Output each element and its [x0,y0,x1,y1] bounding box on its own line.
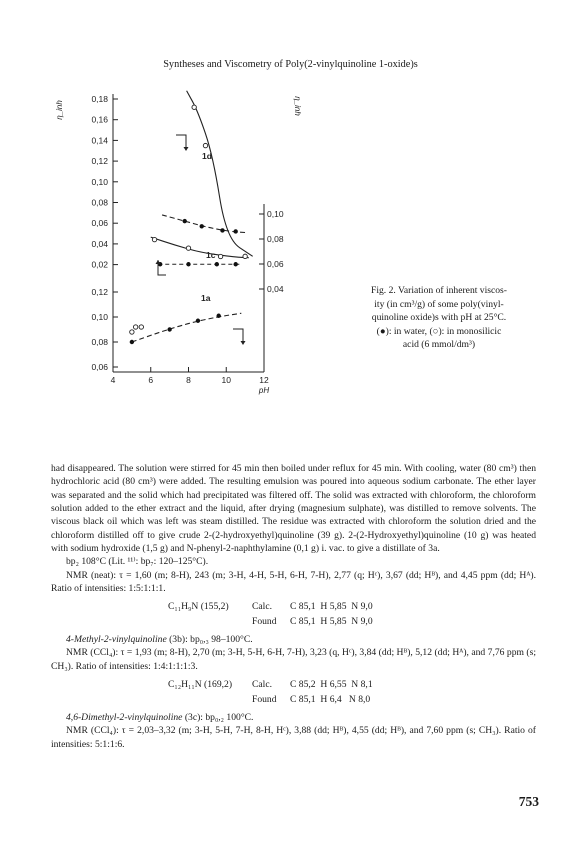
caption-line: quinoline oxide)s with pH at 25°C. [371,312,507,324]
right-y-tick-label: 0,08 [267,234,284,244]
y-tick-label: 0,02 [91,259,108,270]
point-open-1d [243,254,247,258]
point-open-1d [203,143,207,147]
point-filled-1a [196,319,200,323]
point-open-1c [218,254,222,258]
nmr-3a: NMR (neat): τ = 1,60 (m; 8-H), 243 (m; 3-H, 4-H, 5-H, 6-H, 7-H), 2,77 (q; Hᶜ), 3,67 (dd; Hᴮ), and 4,45 ppm (dd; Hᴬ). Ratio of intensities: 1:5:1:1:1. [51,569,536,595]
curve-1d [162,215,245,233]
found-label: Found [252,615,277,627]
point-open-1d [192,105,196,109]
boiling-point-3a: bp₂ 108°C (Lit. ¹¹⁾: bp₇: 120–125°C). [66,556,209,568]
y-tick-label: 0,12 [91,156,108,167]
right-y-tick-label: 0,04 [267,284,284,294]
caption-line: Fig. 2. Variation of inherent viscos- [371,285,507,296]
axis-reference-arrow [233,329,243,342]
curve-1d [187,91,253,257]
heading-3b [51,633,536,646]
axis-reference-arrow [176,135,186,148]
point-filled-1d [220,228,224,232]
point-open-1a [139,325,143,329]
formula-3a: C₁₁H₉N (155,2) [168,601,229,613]
curve-label-1a: 1a [201,293,211,303]
found-label: Found [252,693,277,705]
right-y-tick-label: 0,06 [267,259,284,269]
point-filled-1c [186,262,190,266]
y-tick-label: 0,12 [91,287,108,297]
viscosity-ph-chart [48,80,338,400]
right-y-axis-label: η_inh [293,96,302,116]
point-filled-1d [183,219,187,223]
heading-3c [51,711,536,724]
curve-label-1c: 1c [206,250,216,260]
x-tick-label: 12 [259,375,269,385]
y-axis-label: η_inh [55,100,64,120]
x-axis-label: pH [258,386,270,395]
y-tick-label: 0,06 [91,218,108,229]
curve-1a [132,313,241,342]
curve-1c [151,237,249,258]
calc-values: C 85,1 H 5,85 N 9,0 [290,601,373,613]
x-tick-label: 4 [110,375,116,385]
calc-values: C 85,2 H 6,55 N 8,1 [290,679,373,691]
figure-caption [344,284,534,352]
elemental-analysis-3b [51,678,536,706]
y-tick-label: 0,18 [91,94,108,104]
point-open-1a [130,330,134,334]
y-tick-label: 0,04 [91,238,108,249]
point-open-1c [152,237,156,241]
body-text [51,462,536,751]
bp-3c: (3c): bp₀,₂ 100°C. [182,711,254,723]
nmr-3c: NMR (CCl₄): τ = 2,03–3,32 (m; 3-H, 5-H, 7-H, 8-H, Hᶜ), 3,88 (dd; Hᴮ), 4,55 (dd; Hᴮ), and 7,60 ppm (s; CH₃). Ratio of intensities: 5:1:1:6. [51,725,536,750]
point-filled-1c [215,262,219,266]
formula-3b: C₁₂H₁₁N (169,2) [168,679,233,691]
curve-label-1d: 1d [202,151,212,161]
caption-line: (●): in water, (○): in monosilicic [376,325,502,337]
y-tick-label: 0,08 [91,337,108,347]
arrow-head [241,341,246,345]
point-filled-1a [217,314,221,318]
arrow-head [184,147,189,151]
y-tick-label: 0,08 [91,197,108,208]
compound-name-3b: 4-Methyl-2-vinylquinoline [66,634,167,646]
caption-line: ity (in cm³/g) of some poly(vinyl- [374,298,504,310]
arrow-head [156,260,161,264]
point-filled-1a [130,340,134,344]
elemental-analysis-3a [51,600,536,628]
right-y-tick-label: 0,10 [267,209,284,219]
x-tick-label: 6 [148,375,154,385]
bp-3b: (3b): bp₀,₃ 98–100°C. [166,634,253,646]
y-tick-label: 0,14 [91,135,108,146]
y-tick-label: 0,10 [91,312,108,322]
point-filled-1d [233,229,237,233]
point-filled-1a [167,327,171,331]
calc-label: Calc. [252,601,272,613]
x-tick-label: 8 [186,375,191,385]
nmr-3b: NMR (CCl₄): τ = 1,93 (m; 8-H), 2,70 (m; 3-H, 5-H, 6-H, 7-H), 3,23 (q, Hᶜ), 3,84 (dd; Hᴮ), 5,12 (dd; Hᴬ), and 7,76 ppm (s; CH₃). Ratio of intensities: 1:4:1:1:1:3. [51,647,536,672]
y-tick-label: 0,10 [91,176,108,187]
point-filled-1c [233,262,237,266]
x-tick-label: 10 [221,375,231,385]
calc-label: Calc. [252,679,272,691]
y-tick-label: 0,06 [91,362,108,372]
y-tick-label: 0,16 [91,114,108,125]
found-values: C 85,1 H 6,4 N 8,0 [290,693,371,705]
found-values: C 85,1 H 5,85 N 9,0 [290,615,373,627]
caption-line: acid (6 mmol/dm³) [402,339,476,351]
point-filled-1d [200,224,204,228]
page-number: 753 [518,794,539,809]
compound-name-3c: 4,6-Dimethyl-2-vinylquinoline [66,711,183,723]
point-open-1a [133,325,137,329]
running-head: Syntheses and Viscometry of Poly(2-vinylquinoline 1-oxide)s [163,59,418,70]
paragraph-procedure: had disappeared. The solution were stirred for 45 min then boiled under reflux for 45 min. With cooling, water (80 cm³) then hydrochloric acid (80 cm³) were added. The resulting emulsion was poured into aqueous sodium carbonate. The ether layer was separated and the solid which had precipitated was filtered off. The solid was extracted with chloroform, the chloroform solution added to the ether extract and the liquid, after drying (magnesium sulphate), was distilled to remove solvents. The viscous black oil which was left was steam distilled. The residue was extracted with chloroform the solution dried and the chloroform distilled off to give crude 2-(2-hydroxyethyl)quinoline (39 g). 2-(2-Hydroxyethyl)quinoline (10 g) was heated with sodium hydroxide (1,5 g) and N-phenyl-2-naphthylamine (0,1 g) i. vac. to give a distillate of 3a. [51,463,536,555]
chart-axes [113,94,264,372]
point-open-1c [186,246,190,250]
